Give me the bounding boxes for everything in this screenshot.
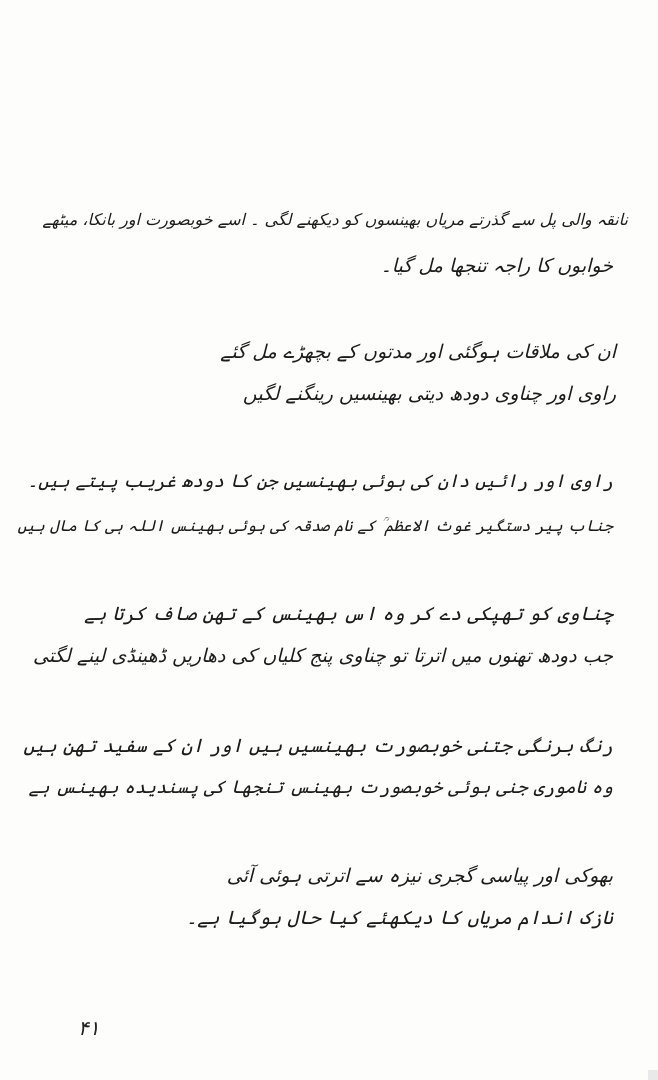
text-line: ان کی ملاقات ہوگئی اور مدتوں کے بچھڑے مل گئے xyxy=(220,341,616,363)
text-line: بھوکی اور پیاسی گجری نیزہ سے اترتی ہوئی آئی xyxy=(226,865,613,887)
page-number: ۴۱ xyxy=(78,1016,100,1040)
text-line: جناب پیر دستگیر غوث الاعظم ؒ کے نام صدقہ کی ہوئی بھینس اللہ ہی کا مال ہیں xyxy=(17,517,613,535)
text-line: رنگ برنگی جتنی خوبصورت بھینسیں ہیں اور ان کے سفید تھن ہیں xyxy=(23,735,613,757)
text-line: چناوی کو تھپکی دے کر وہ اس بھینس کے تھن صاف کرتا ہے xyxy=(84,603,613,625)
text-line: وہ ناموری جنی ہوئی خوبصورت بھینس تنجھا کی پسندیدہ بھینس ہے xyxy=(28,777,613,798)
text-line: نانقہ والی پل سے گذرتے مریاں بھینسوں کو دیکھنے لگی ۔ اسے خوبصورت اور بانکا، میٹھے xyxy=(42,210,628,229)
text-line: نازک اندام مریاں کا دیکھئے کیا حال ہوگیا ہے۔ xyxy=(186,907,613,929)
scan-corner xyxy=(648,1070,658,1080)
text-line: راوی اور رائیں دان کی ہوئی بھینسیں جن کا دودھ غریب پیتے ہیں۔ xyxy=(27,471,613,492)
text-line: جب دودھ تھنوں میں اترتا تو چناوی پنج کلیاں کی دھاریں ڈھینڈی لینے لگتی xyxy=(33,645,613,667)
text-line: خوابوں کا راجہ تنجھا مل گیا۔ xyxy=(380,255,613,277)
text-line: راوی اور چناوی دودھ دیتی بھینسیں رینگنے لگیں xyxy=(242,383,616,405)
